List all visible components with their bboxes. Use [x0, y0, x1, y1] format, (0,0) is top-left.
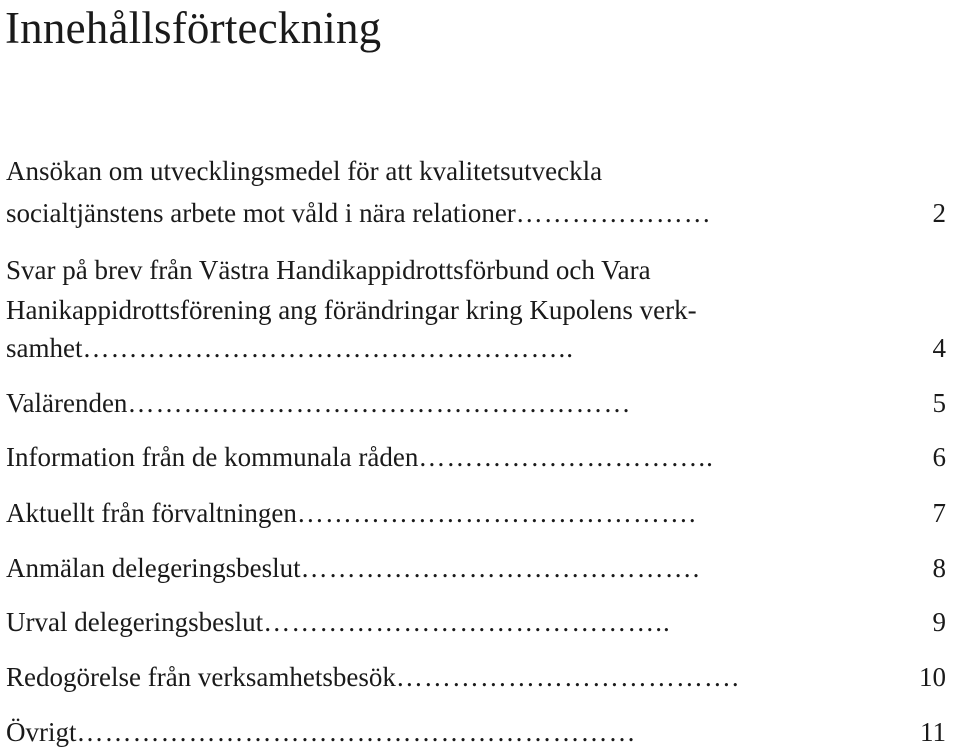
toc-page-number: 6: [932, 442, 946, 472]
toc-entry-text: samhet: [6, 333, 83, 363]
toc-page-number: 2: [932, 198, 946, 228]
dot-leader: ……………………………………………………: [76, 717, 637, 747]
toc-entry-text-line: Ansökan om utvecklingsmedel för att kvalitetsutveckla: [6, 156, 603, 186]
toc-entry-text-line: [6, 658, 740, 697]
toc-page-number: 10: [919, 662, 946, 692]
toc-entry-text-line: [6, 194, 712, 233]
toc-entry-text-line: Hanikappidrottsförening ang förändringar kring Kupolens verk-: [6, 295, 697, 325]
toc-entry-text: Valärenden: [6, 388, 128, 418]
dot-leader: …………………: [515, 198, 712, 228]
toc-entry-text: Information från de kommunala råden: [6, 442, 419, 472]
dot-leader: ……………………………….: [395, 662, 740, 692]
toc-entry-text-line: [6, 438, 714, 477]
toc-entry-text-line: [6, 384, 631, 423]
toc-entry-text: Urval delegeringsbeslut: [6, 607, 264, 637]
toc-entry-text: Övrigt: [6, 717, 77, 747]
toc-entry-text-line: [6, 713, 637, 752]
toc-page-number: 9: [932, 607, 946, 637]
toc-page-number: 5: [932, 388, 946, 418]
toc-entry-text-line: [6, 603, 671, 642]
toc-entry-text: Redogörelse från verksamhetsbesök: [6, 662, 396, 692]
toc-page-number: 4: [932, 333, 946, 363]
toc-entry-text-line: [6, 494, 697, 533]
toc-entry-text: Aktuellt från förvaltningen: [6, 498, 297, 528]
toc-entry-text-line: Svar på brev från Västra Handikappidrottsförbund och Vara: [6, 255, 651, 285]
dot-leader: …………………………………….: [296, 498, 697, 528]
dot-leader: ……………………………………………..: [82, 333, 574, 363]
dot-leader: ……………………………………..: [263, 607, 671, 637]
toc-entry-text-line: [6, 549, 700, 588]
dot-leader: …………………………..: [418, 442, 714, 472]
toc-entry-text: socialtjänstens arbete mot våld i nära relationer: [6, 198, 516, 228]
dot-leader: …………………………………….: [300, 553, 701, 583]
dot-leader: ………………………………………………: [127, 388, 632, 418]
toc-entry-text: Anmälan delegeringsbeslut: [6, 553, 301, 583]
toc-entry-text-line: [6, 329, 574, 368]
toc-page-number: 11: [920, 717, 946, 747]
page-title: Innehållsförteckning: [5, 3, 382, 53]
toc-page-number: 8: [932, 553, 946, 583]
toc-page-number: 7: [932, 498, 946, 528]
